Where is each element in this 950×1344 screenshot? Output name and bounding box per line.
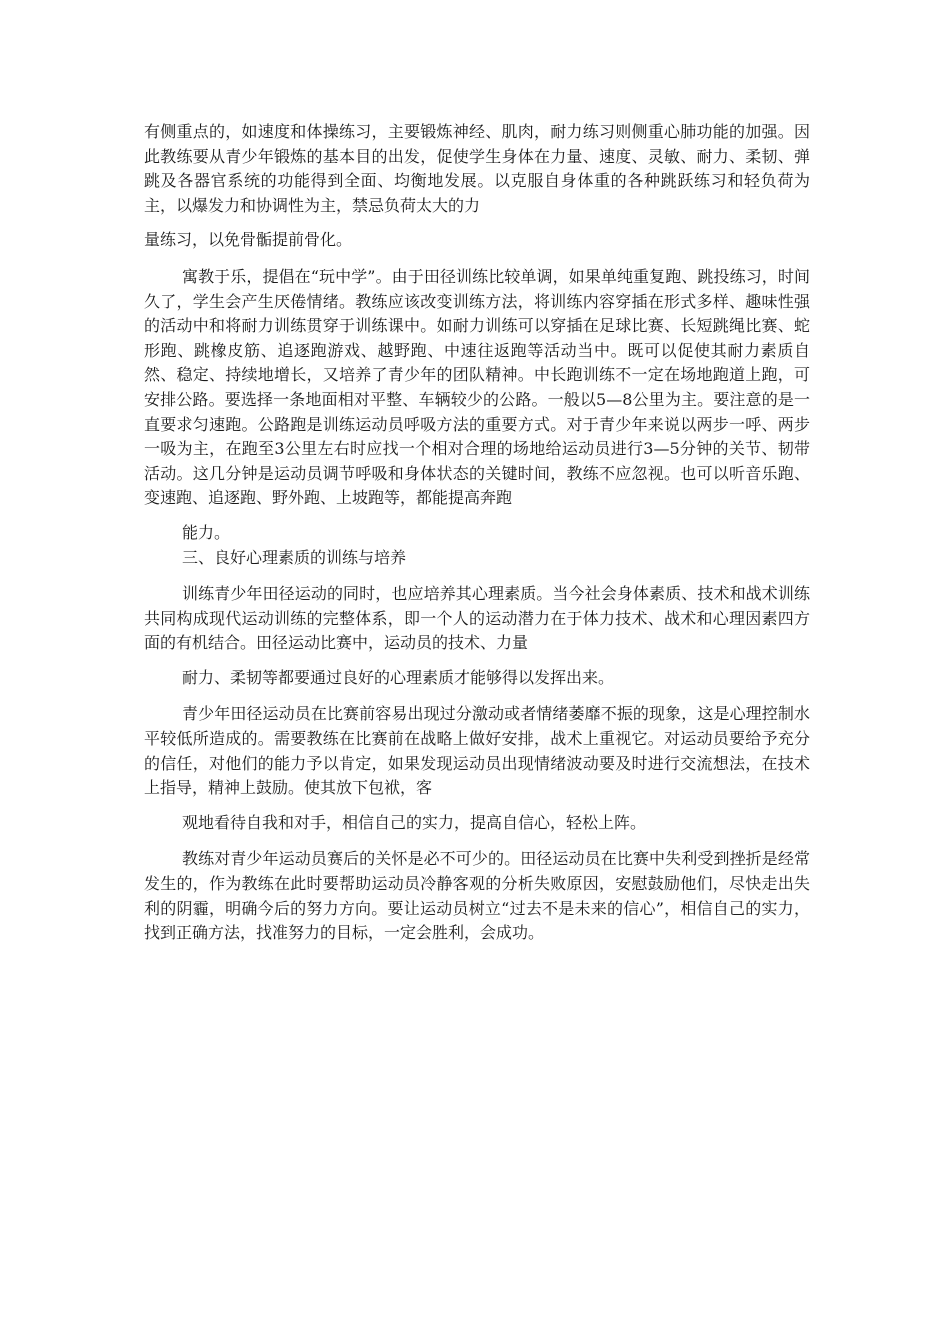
paragraph-post-competition: 教练对青少年运动员赛后的关怀是必不可少的。田径运动员在比赛中失利受到挫折是经常发生的，作为教练在此时要帮助运动员冷静客观的分析失败原因，安慰鼓励他们，尽快走出失利的阴霾，明确今后的努力方向。要让运动员树立“过去不是未来的信心”，相信自己的实力，找到正确方法，找准努力的目标，一定会胜利，会成功。 [144,849,810,943]
paragraph-text: 有侧重点的，如速度和体操练习，主要锻炼神经、肌肉，耐力练习则侧重心肺功能的加强。因此教练要从青少年锻炼的基本目的出发，促使学生身体在力量、速度、灵敏、耐力、柔韧、弹跳及各器官系统的功能得到全面、均衡地发展。以克服自身体重的各种跳跃练习和轻负荷为主，以爆发力和协调性为主，禁忌负荷太大的力 [144,122,810,215]
paragraph-learning-through-play [144,265,810,546]
paragraph-last-line: 耐力、柔韧等都要通过良好的心理素质才能够得以发挥出来。 [182,667,615,687]
section-heading-psychological: 三、良好心理素质的训练与培养 [182,547,407,567]
paragraph-last-line: 量练习，以免骨骺提前骨化。 [144,230,353,250]
paragraph-last-line: 能力。 [182,522,231,542]
paragraph-text: 训练青少年田径运动的同时，也应培养其心理素质。当今社会身体素质、技术和战术训练共同构成现代运动训练的完整体系，即一个人的运动潜力在于体力技术、战术和心理因素四方面的有机结合。田径运动比赛中，运动员的技术、力量 [144,584,810,653]
paragraph-physical-training [144,120,810,253]
paragraph-text: 青少年田径运动员在比赛前容易出现过分激动或者情绪萎靡不振的现象，这是心理控制水平较低所造成的。需要教练在比赛前在战略上做好安排，战术上重视它。对运动员要给予充分的信任，对他们的能力予以肯定，如果发现运动员出现情绪波动要及时进行交流想法，在技术上指导，精神上鼓励。使其放下包袱，客 [144,704,810,798]
paragraph-psychological-quality [144,582,810,690]
paragraph-last-line: 观地看待自我和对手，相信自己的实力，提高自信心，轻松上阵。 [182,812,647,832]
paragraph-pre-competition [144,702,810,835]
paragraph-text: 寓教于乐，提倡在“玩中学”。由于田径训练比较单调，如果单纯重复跑、跳投练习，时间久了，学生会产生厌倦情绪。教练应该改变训练方法，将训练内容穿插在形式多样、趣味性强的活动中和将耐力训练贯穿于训练课中。如耐力训练可以穿插在足球比赛、长短跳绳比赛、蛇形跑、跳橡皮筋、追逐跑游戏、越野跑、中速往返跑等活动当中。既可以促使其耐力素质自然、稳定、持续地增长，又培养了青少年的团队精神。中长跑训练不一定在场地跑道上跑，可安排公路。要选择一条地面相对平整、车辆较少的公路。一般以5—8公里为主。要注意的是一直要求匀速跑。公路跑是训练运动员呼吸方法的重要方式。对于青少年来说以两步一呼、两步一吸为主，在跑至3公里左右时应找一个相对合理的场地给运动员进行3—5分钟的关节、韧带活动。这几分钟是运动员调节呼吸和身体状态的关键时间，教练不应忽视。也可以听音乐跑、变速跑、追逐跑、野外跑、上坡跑等，都能提高奔跑 [144,266,810,508]
document-page [144,120,810,946]
